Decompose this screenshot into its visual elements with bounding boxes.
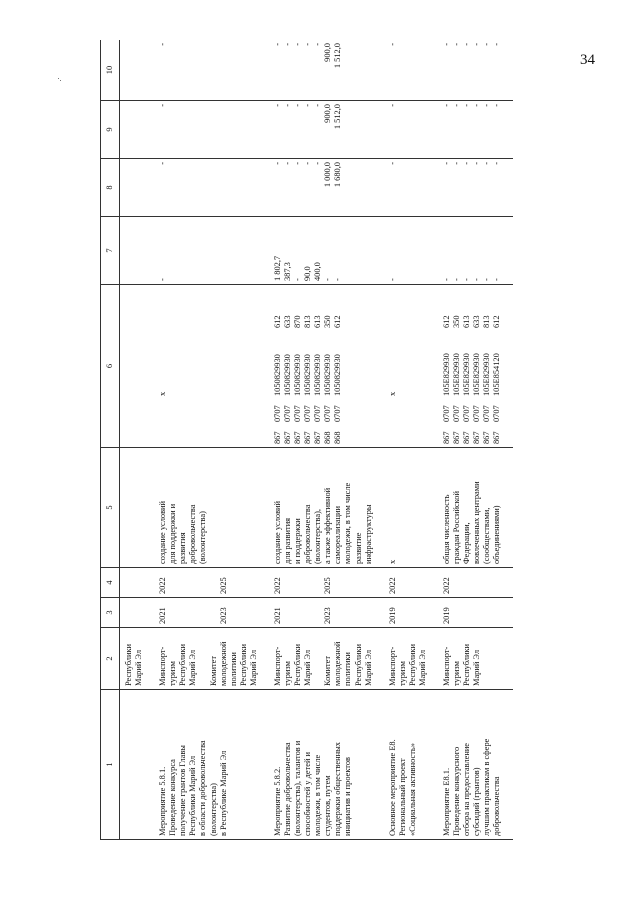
table-row xyxy=(154,40,269,840)
amount-col10: - xyxy=(384,40,438,101)
expected-result: х xyxy=(384,448,438,568)
responsible-executor: Минспорт- туризм Республики Марий Эл xyxy=(438,628,512,690)
rzpr-code xyxy=(388,402,398,422)
col-header-6: 6 xyxy=(101,285,120,448)
responsible-executor: Минспорт- туризм Республики Марий Эл Комитет молодежной политики Республики Марий Эл xyxy=(154,628,269,690)
rzpr-code: 0707 0707 0707 0707 0707 0707 xyxy=(442,405,502,422)
amount-col10: - - - - - 900,0 1 512,0 xyxy=(269,40,384,101)
amount-col8: - xyxy=(154,159,269,217)
csr-code: 105E829930 105E829930 105E829930 105E829930 105E829930 105E854120 xyxy=(442,353,502,396)
col-header-7: 7 xyxy=(101,217,120,285)
scan-speck xyxy=(58,78,59,79)
measure-name xyxy=(120,690,155,840)
col-header-8: 8 xyxy=(101,159,120,217)
amount-col8: - - - - - 1 000,0 1 680,0 xyxy=(269,159,384,217)
table-row xyxy=(269,40,384,840)
responsible-executor: Минспорт- туризм Республики Марий Эл xyxy=(384,628,438,690)
end-year xyxy=(120,568,155,598)
expected-result xyxy=(120,448,155,568)
csr-code: х xyxy=(158,391,168,396)
measure-name: Мероприятие Е8.1. Проведение конкурсного отбора на предоставление субсидий (грантов) лучшим практикам в сфере добровольчества xyxy=(438,690,512,840)
grbs-code xyxy=(388,428,398,444)
budget-code-cell xyxy=(120,285,155,448)
start-year xyxy=(120,598,155,628)
amount-col7: - xyxy=(154,217,269,285)
measure-name: Мероприятие 5.8.1. Проведение конкурса получение грантов Главы Республики Марий Эл в области добровольчества (волонтерства) в Республике Марий Эл xyxy=(154,690,269,840)
grbs-code xyxy=(158,428,168,444)
amount-col8 xyxy=(120,159,155,217)
rzpr-code xyxy=(158,402,168,422)
measure-name: Основное мероприятие Е8. Региональный проект «Социальная активность» xyxy=(384,690,438,840)
table-header xyxy=(101,40,120,840)
col-header-1: 1 xyxy=(101,690,120,840)
col-header-10: 10 xyxy=(101,40,120,101)
col-header-5: 5 xyxy=(101,448,120,568)
amount-col9: - xyxy=(154,101,269,159)
budget-table xyxy=(100,40,513,840)
amount-col9: - xyxy=(384,101,438,159)
budget-code-cell xyxy=(154,285,269,448)
start-year: 2019 xyxy=(384,598,438,628)
vr-code: 612 350 613 633 813 612 xyxy=(442,315,502,328)
budget-table-area xyxy=(100,40,540,840)
responsible-executor: Минспорт- туризм Республики Марий Эл Комитет молодежной политики Республики Марий Эл xyxy=(269,628,384,690)
measure-name: Мероприятие 5.8.2. Развитие добровольчества (волонтерства), талантов и способностей у детей и молодежи, в том числе студентов, путем поддержки общественных инициатив и проектов xyxy=(269,690,384,840)
table-row xyxy=(384,40,438,840)
vr-code xyxy=(388,310,398,328)
amount-col7: - xyxy=(384,217,438,285)
vr-code xyxy=(158,310,168,328)
csr-code: 1050829930 1050829930 1050829930 1050829930 1050829930 1050829930 1050829930 xyxy=(272,354,343,396)
amount-col10: - xyxy=(154,40,269,101)
col-header-4: 4 xyxy=(101,568,120,598)
amount-col9: - - - - - 900,0 1 512,0 xyxy=(269,101,384,159)
expected-result: создание условий для развития и поддержки добровольчества (волонтерства), а также эффективной самореализации молодежи, в том числе развитие инфраструктуры xyxy=(269,448,384,568)
expected-result: общая численность граждан Российской Федерации, вовлеченных центрами (сообществами, объединениями) xyxy=(438,448,512,568)
amount-col10 xyxy=(120,40,155,101)
amount-col10: - - - - - - xyxy=(438,40,512,101)
table-body xyxy=(120,40,513,840)
grbs-code: 867 867 867 867 867 868 868 xyxy=(272,431,343,444)
vr-code: 612 633 870 813 613 350 612 xyxy=(272,315,343,328)
scan-speck xyxy=(60,80,61,81)
amount-col7: - - - - - - xyxy=(438,217,512,285)
col-header-2: 2 xyxy=(101,628,120,690)
table-row xyxy=(438,40,512,840)
responsible-executor: Республики Марий Эл xyxy=(120,628,155,690)
grbs-code: 867 867 867 867 867 867 xyxy=(442,431,502,444)
end-year: 2022 2025 xyxy=(154,568,269,598)
amount-col8: - xyxy=(384,159,438,217)
end-year: 2022 2025 xyxy=(269,568,384,598)
page-number: 34 xyxy=(580,52,595,68)
rzpr-code: 0707 0707 0707 0707 0707 0707 0707 xyxy=(272,405,343,422)
amount-col7: 1 802,7 387,3 - 90,0 400,0 - - xyxy=(269,217,384,285)
amount-col7 xyxy=(120,217,155,285)
budget-code-cell xyxy=(269,285,384,448)
start-year: 2019 xyxy=(438,598,512,628)
budget-code-cell xyxy=(438,285,512,448)
amount-col9 xyxy=(120,101,155,159)
csr-code: х xyxy=(387,391,397,396)
col-header-3: 3 xyxy=(101,598,120,628)
end-year: 2022 xyxy=(438,568,512,598)
budget-code-cell xyxy=(384,285,438,448)
end-year: 2022 xyxy=(384,568,438,598)
col-header-9: 9 xyxy=(101,101,120,159)
table-row xyxy=(120,40,155,840)
start-year: 2021 2023 xyxy=(269,598,384,628)
rotated-table-container xyxy=(100,40,540,840)
start-year: 2021 2023 xyxy=(154,598,269,628)
expected-result: создание условий для поддержки и развития добровольчества (волонтерства) xyxy=(154,448,269,568)
amount-col9: - - - - - - xyxy=(438,101,512,159)
amount-col8: - - - - - - xyxy=(438,159,512,217)
